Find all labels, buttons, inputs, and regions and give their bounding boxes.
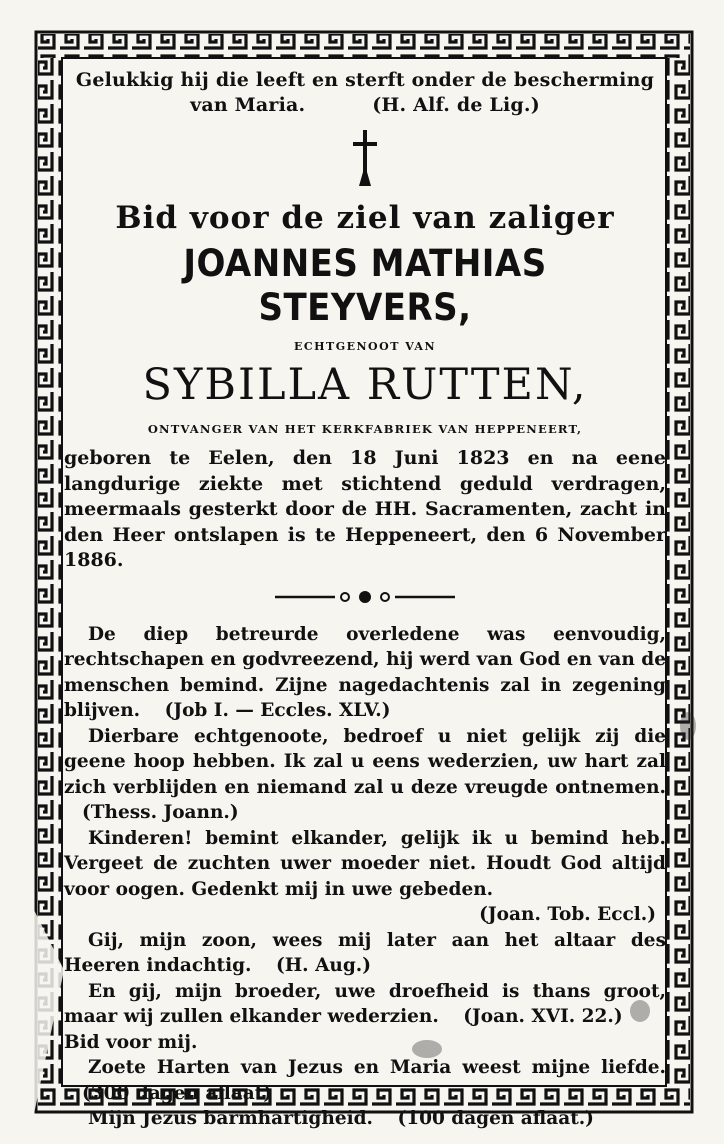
quote-4-text: Gij, mijn zoon, wees mij later aan het altaar des Heeren indachtig. [64,929,666,976]
deceased-name: JOANNES MATHIAS STEYVERS, [183,242,547,329]
office-title: ONTVANGER VAN HET KERKFABRIEK VAN HEPPENEERT, [147,422,583,436]
quote-3-reference: (Joan. Tob. Eccl.) [479,904,656,925]
quote-3 [64,826,666,903]
quote-1-text: De diep betreurde overledene was eenvoudig, rechtschapen en godvreezend, hij werd van God en van de menschen bemind. Zijne nagedachtenis zal in zegening blijven. [64,623,666,721]
ink-stain [412,1040,442,1058]
quote-2-reference: (Thess. Joann.) [82,802,239,823]
quote-5 [64,979,666,1030]
closing-2 [64,1055,666,1106]
quote-4-reference: (H. Aug.) [275,955,372,976]
motto [64,68,666,118]
closing-3-text: Mijn Jezus barmhartigheid. [88,1108,373,1129]
quote-2-text: Dierbare echtgenoote, bedroef u niet gelijk zij die geene hoop hebben. Ik zal u eens wederzien, uw hart zal zich verblijden en niemand zal u deze vreugde ontnemen. [64,725,666,798]
quotes-section [64,622,666,1132]
relation-label: ECHTGENOOT VAN [294,340,436,353]
quote-1-reference: (Job I. — Eccles. XLV.) [164,700,391,721]
closing-1-text: Bid voor mij. [64,1031,198,1053]
closing-3 [64,1106,666,1132]
quote-3-reference-line [64,902,656,928]
ornamental-divider-icon [275,590,455,604]
prayer-heading: Bid voor de ziel van zaliger [115,200,615,236]
closing-2-reference: (300 dagen aflaat) [82,1082,273,1104]
biography: geboren te Eelen, den 18 Juni 1823 en na eene langdurige ziekte met stichtend geduld verdragen, meermaals gesterkt door de HH. Sacramenten, zacht in den Heer ontslapen is te Heppeneert, den 6 November 1886. [64,447,666,571]
card-content [64,60,666,1129]
latin-cross-icon [350,128,380,188]
spouse-name: SYBILLA RUTTEN, [142,360,588,410]
quote-2 [64,724,666,826]
motto-reference: (H. Alf. de Lig.) [372,94,540,116]
quote-3-text: Kinderen! bemint elkander, gelijk ik u bemind heb. Vergeet de zuchten uwer moeder niet. Houdt God altijd voor oogen. Gedenkt mij in uwe gebeden. [64,827,666,900]
quote-5-text: En gij, mijn broeder, uwe droefheid is thans groot, maar wij zullen elkander wederzien. [64,980,666,1027]
quote-5-reference: (Joan. XVI. 22.) [463,1006,623,1027]
motto-line-1: Gelukkig hij die leeft en sterft onder de bescherming [75,69,655,91]
ink-stain [680,712,696,740]
closing-2-text: Zoete Harten van Jezus en Maria weest mijne liefde. [88,1057,666,1078]
quote-4 [64,928,666,979]
quote-1 [64,622,666,724]
motto-line-2: van Maria. [190,94,306,116]
closing-3-reference: (100 dagen aflaat.) [397,1108,594,1129]
ink-stain [630,1000,650,1022]
closing-1 [64,1030,666,1056]
